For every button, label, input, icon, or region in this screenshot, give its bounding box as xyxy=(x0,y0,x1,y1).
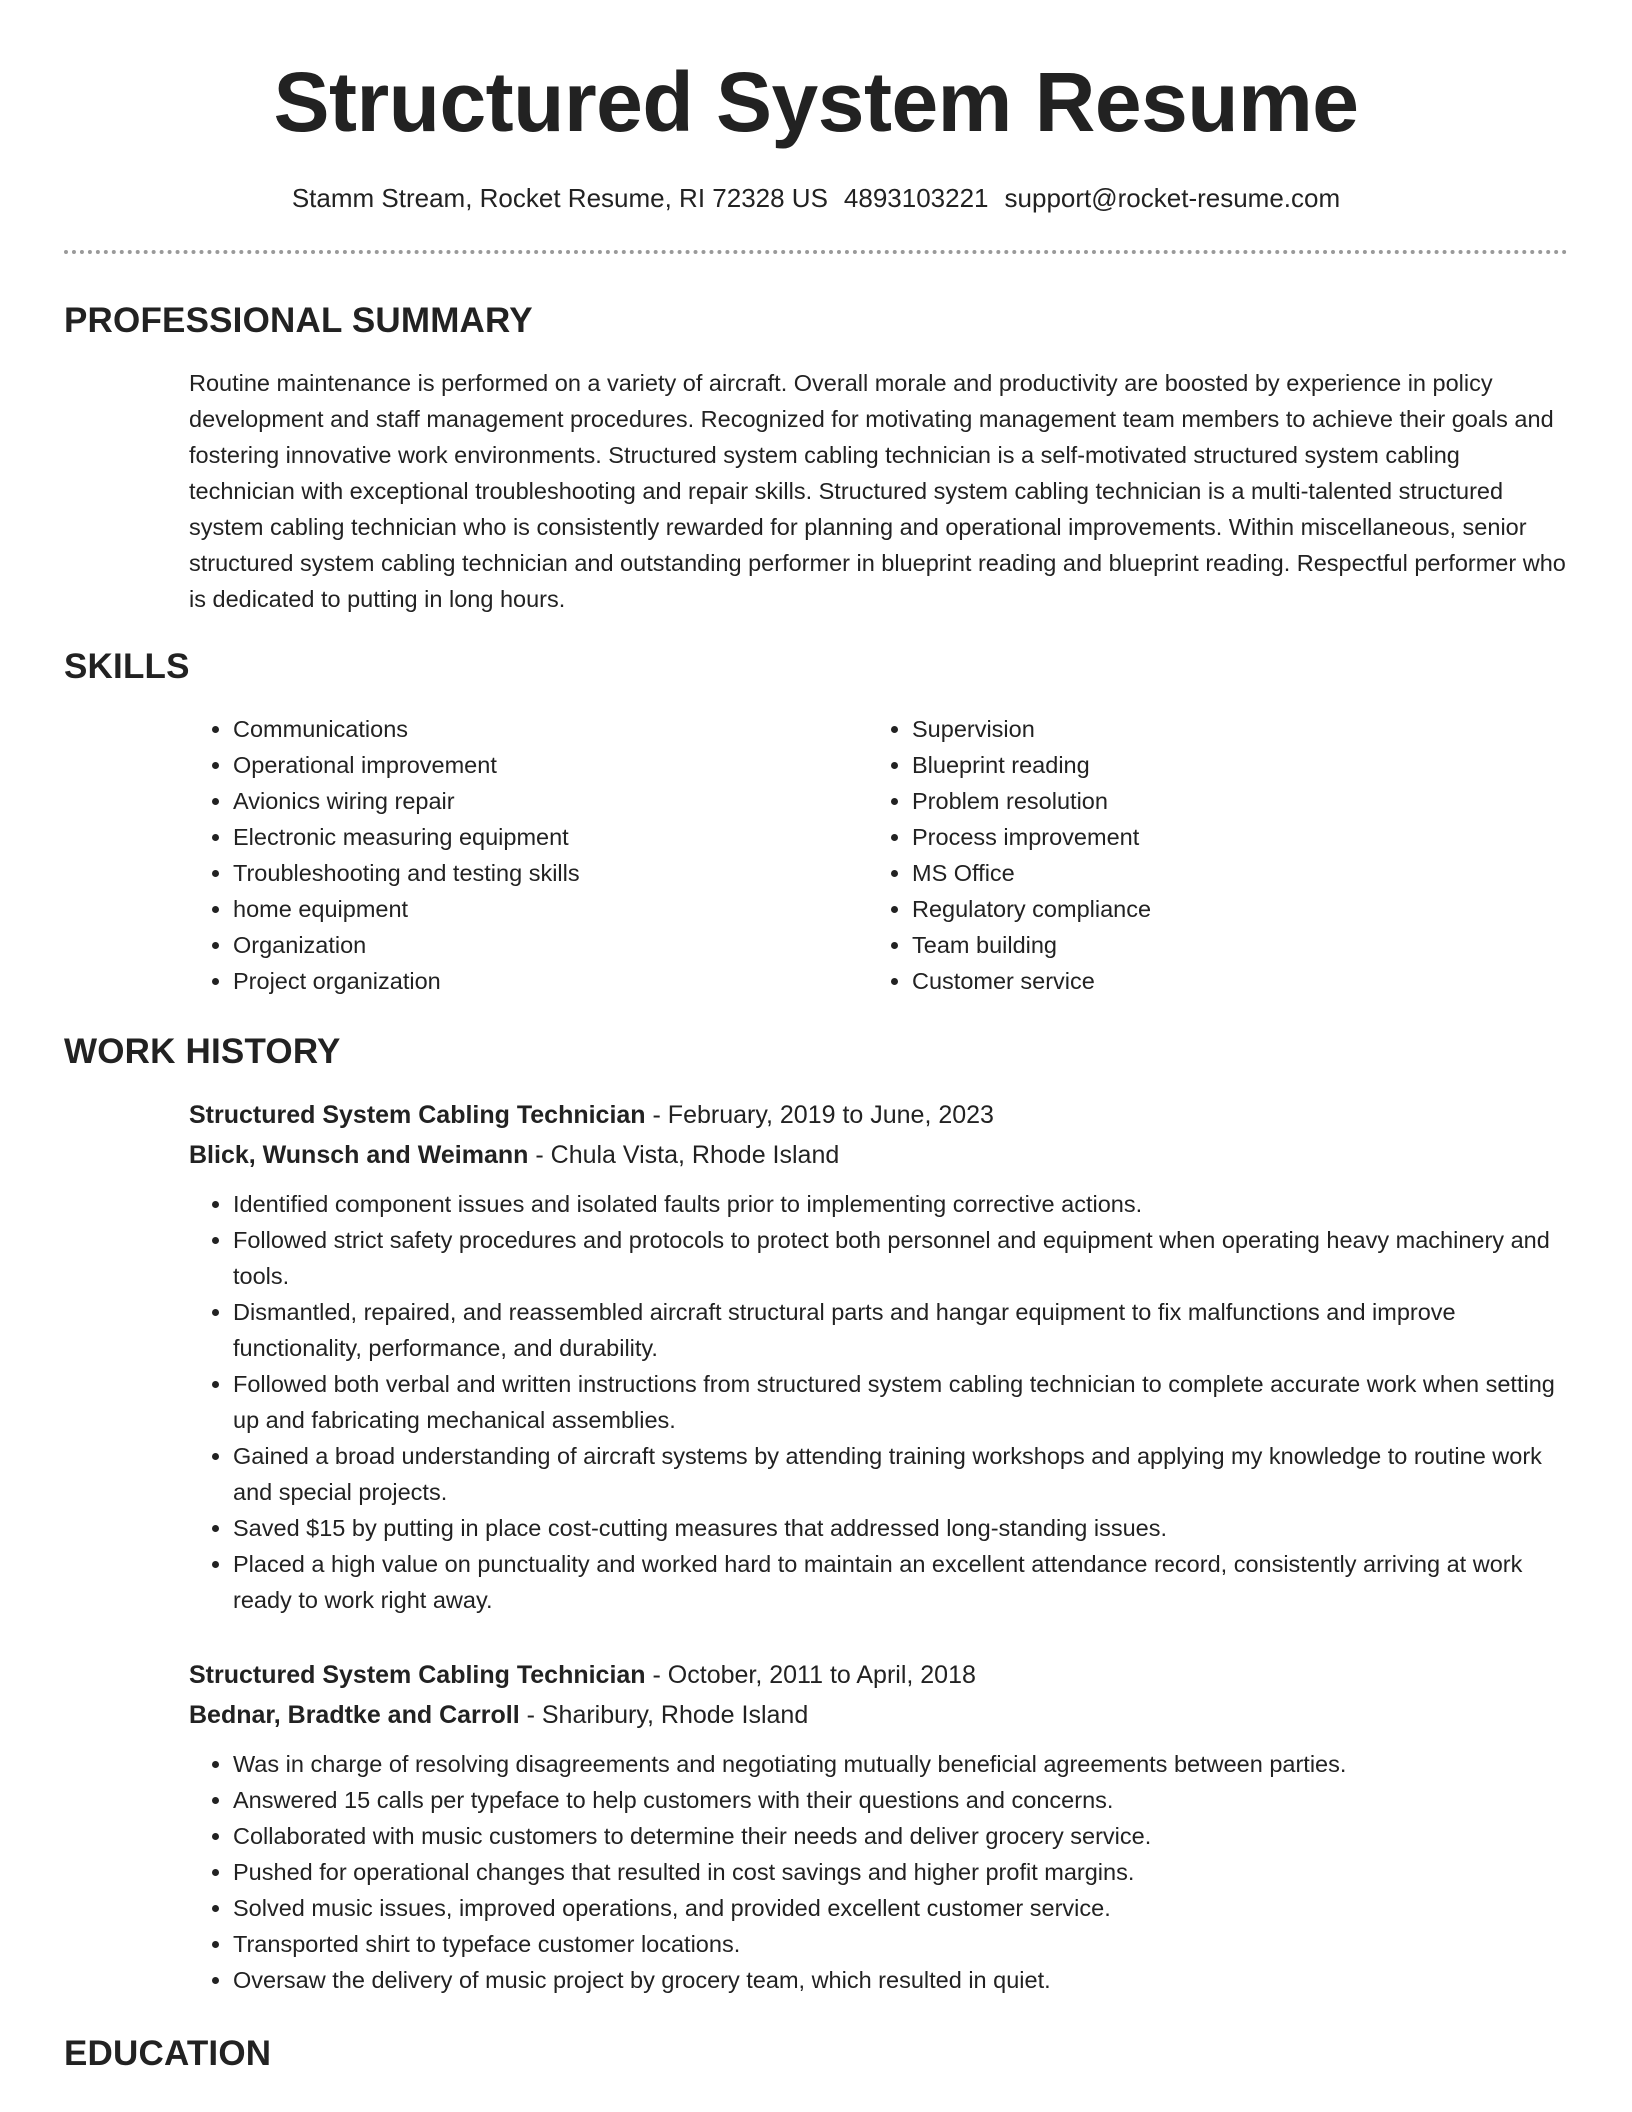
job-bullet: • Followed strict safety procedures and protocols to protect both personnel and equipment when operating heavy machinery and tools. xyxy=(233,1222,1571,1294)
job-bullet: • Transported shirt to typeface customer locations. xyxy=(233,1926,1571,1962)
skill-item: • Supervision xyxy=(912,711,1508,747)
header-divider xyxy=(64,250,1568,254)
skills-column-left xyxy=(189,711,829,999)
job-title-line xyxy=(189,1655,1571,1695)
skill-item: • Blueprint reading xyxy=(912,747,1508,783)
job-bullet: • Saved $15 by putting in place cost-cutting measures that addressed long-standing issues. xyxy=(233,1510,1571,1546)
skill-item: • Operational improvement xyxy=(233,747,829,783)
job-company: Blick, Wunsch and Weimann xyxy=(189,1141,529,1169)
skill-item: • Project organization xyxy=(233,963,829,999)
job-bullet: • Identified component issues and isolated faults prior to implementing corrective actions. xyxy=(233,1186,1571,1222)
education-heading: EDUCATION xyxy=(64,2034,272,2073)
job-company: Bednar, Bradtke and Carroll xyxy=(189,1701,520,1729)
skill-item: • Team building xyxy=(912,927,1508,963)
skills-list-left xyxy=(189,711,829,999)
skill-item: • Regulatory compliance xyxy=(912,891,1508,927)
job-bullet: • Pushed for operational changes that resulted in cost savings and higher profit margins. xyxy=(233,1854,1571,1890)
skill-item: • Process improvement xyxy=(912,819,1508,855)
contact-email: support@rocket-resume.com xyxy=(1004,183,1341,213)
job-title-line xyxy=(189,1095,1571,1135)
job-dates: - February, 2019 to June, 2023 xyxy=(645,1101,994,1129)
job-bullet: • Followed both verbal and written instructions from structured system cabling technician to complete accurate work when setting up and fabricating mechanical assemblies. xyxy=(233,1366,1571,1438)
work-history-heading: WORK HISTORY xyxy=(64,1032,341,1071)
job-location: - Sharibury, Rhode Island xyxy=(519,1701,809,1729)
summary-heading: PROFESSIONAL SUMMARY xyxy=(64,301,533,340)
resume-title: Structured System Resume xyxy=(273,55,1359,149)
contact-phone: 4893103221 xyxy=(843,183,989,213)
job-title: Structured System Cabling Technician xyxy=(189,1101,646,1129)
skill-item: • Avionics wiring repair xyxy=(233,783,829,819)
job-dates: - October, 2011 to April, 2018 xyxy=(645,1661,976,1689)
skills-list-right xyxy=(868,711,1508,999)
skill-item: • Organization xyxy=(233,927,829,963)
skill-item: • home equipment xyxy=(233,891,829,927)
skill-item: • MS Office xyxy=(912,855,1508,891)
job-bullet: • Collaborated with music customers to determine their needs and deliver grocery service. xyxy=(233,1818,1571,1854)
skill-item: • Customer service xyxy=(912,963,1508,999)
skill-item: • Troubleshooting and testing skills xyxy=(233,855,829,891)
job-title: Structured System Cabling Technician xyxy=(189,1661,646,1689)
job-bullet: • Oversaw the delivery of music project by grocery team, which resulted in quiet. xyxy=(233,1962,1571,1998)
skill-item: • Communications xyxy=(233,711,829,747)
skill-item: • Electronic measuring equipment xyxy=(233,819,829,855)
job-location: - Chula Vista, Rhode Island xyxy=(528,1141,840,1169)
skills-heading: SKILLS xyxy=(64,647,190,686)
skills-column-right xyxy=(868,711,1508,999)
job-company-line xyxy=(189,1695,1571,1735)
job-bullet: • Gained a broad understanding of aircraft systems by attending training workshops and applying my knowledge to routine work and special projects. xyxy=(233,1438,1571,1510)
job-entry xyxy=(189,1095,1571,1618)
job-bullet: • Placed a high value on punctuality and worked hard to maintain an excellent attendance record, consistently arriving at work ready to work right away. xyxy=(233,1546,1571,1618)
job-entry xyxy=(189,1655,1571,1998)
job-bullet: • Answered 15 calls per typeface to help customers with their questions and concerns. xyxy=(233,1782,1571,1818)
contact-line xyxy=(0,178,1632,218)
job-bullets xyxy=(189,1186,1571,1618)
contact-address: Stamm Stream, Rocket Resume, RI 72328 US xyxy=(291,183,828,213)
job-bullet: • Was in charge of resolving disagreements and negotiating mutually beneficial agreements between parties. xyxy=(233,1746,1571,1782)
job-bullet: • Solved music issues, improved operations, and provided excellent customer service. xyxy=(233,1890,1571,1926)
skill-item: • Problem resolution xyxy=(912,783,1508,819)
job-bullet: • Dismantled, repaired, and reassembled aircraft structural parts and hangar equipment to fix malfunctions and improve functionality, performance, and durability. xyxy=(233,1294,1571,1366)
summary-text: Routine maintenance is performed on a variety of aircraft. Overall morale and productivity are boosted by experience in policy development and staff management procedures. Recognized for motivating management team members to achieve their goals and fostering innovative work environments. Structured system cabling technician is a self-motivated structured system cabling technician with exceptional troubleshooting and repair skills. Structured system cabling technician is a multi-talented structured system cabling technician who is consistently rewarded for planning and operational improvements. Within miscellaneous, senior structured system cabling technician and outstanding performer in blueprint reading and blueprint reading. Respectful performer who is dedicated to putting in long hours. xyxy=(189,370,1566,612)
job-bullets xyxy=(189,1746,1571,1998)
job-company-line xyxy=(189,1135,1571,1175)
